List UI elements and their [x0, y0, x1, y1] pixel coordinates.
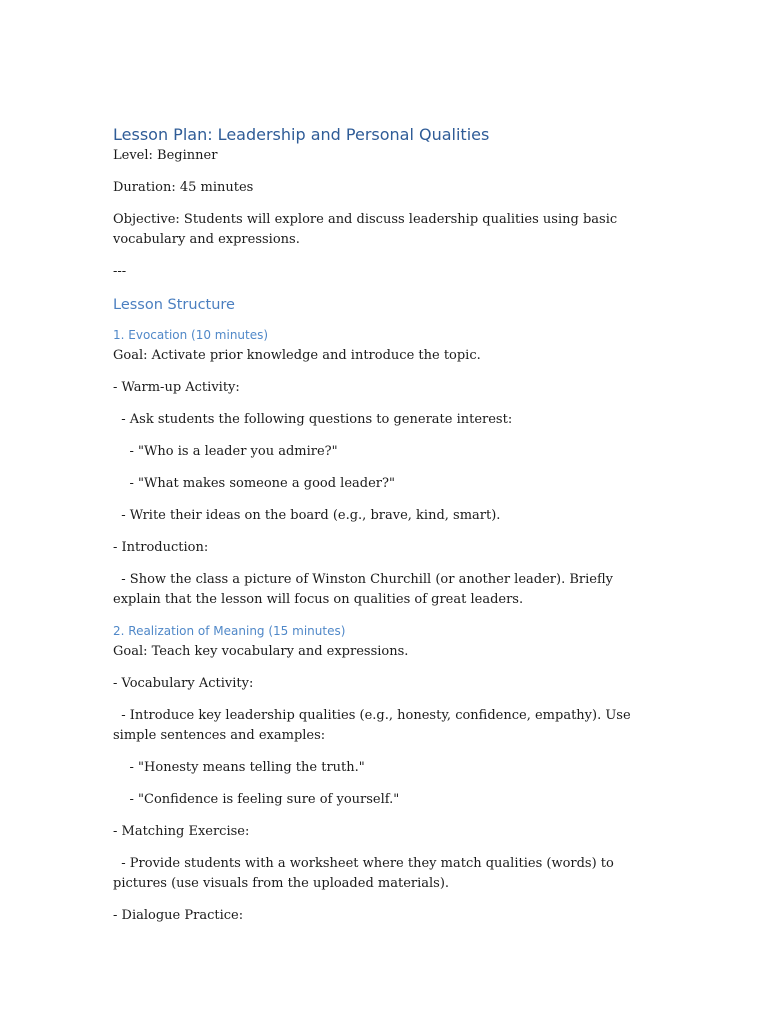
example-honesty: - "Honesty means telling the truth."	[113, 760, 365, 775]
example-confidence: - "Confidence is feeling sure of yourself."	[113, 792, 400, 807]
introduction-item: - Introduction:	[113, 540, 209, 555]
section-evocation-heading: 1. Evocation (10 minutes)	[113, 328, 269, 342]
section-evocation-goal: Goal: Activate prior knowledge and introduce the topic.	[113, 348, 481, 363]
vocabulary-activity-item: - Vocabulary Activity:	[113, 676, 254, 691]
page-title: Lesson Plan: Leadership and Personal Qualities	[113, 125, 490, 144]
lesson-structure-heading: Lesson Structure	[113, 297, 235, 313]
warmup-activity-item: - Warm-up Activity:	[113, 380, 240, 395]
objective-line: Objective: Students will explore and discuss leadership qualities using basic vocabulary and expressions.	[113, 212, 622, 247]
duration-line: Duration: 45 minutes	[113, 180, 254, 195]
worksheet-item: - Provide students with a worksheet where they match qualities (words) to pictures (use visuals from the uploaded materials).	[113, 856, 618, 891]
section-realization-goal: Goal: Teach key vocabulary and expressions.	[113, 644, 409, 659]
document-body	[113, 124, 661, 938]
introduce-qualities-item: - Introduce key leadership qualities (e.g., honesty, confidence, empathy). Use simple sentences and examples:	[113, 708, 635, 743]
level-line: Level: Beginner	[113, 148, 218, 163]
matching-exercise-item: - Matching Exercise:	[113, 824, 250, 839]
ask-students-item: - Ask students the following questions to generate interest:	[113, 412, 513, 427]
write-ideas-item: - Write their ideas on the board (e.g., brave, kind, smart).	[113, 508, 501, 523]
separator-line: ---	[113, 264, 127, 279]
show-picture-item: - Show the class a picture of Winston Churchill (or another leader). Briefly explain that the lesson will focus on qualities of great leaders.	[113, 572, 618, 607]
dialogue-practice-item: - Dialogue Practice:	[113, 908, 244, 923]
question-leader-admire: - "Who is a leader you admire?"	[113, 444, 338, 459]
section-realization-heading: 2. Realization of Meaning (15 minutes)	[113, 624, 346, 638]
question-good-leader: - "What makes someone a good leader?"	[113, 476, 395, 491]
